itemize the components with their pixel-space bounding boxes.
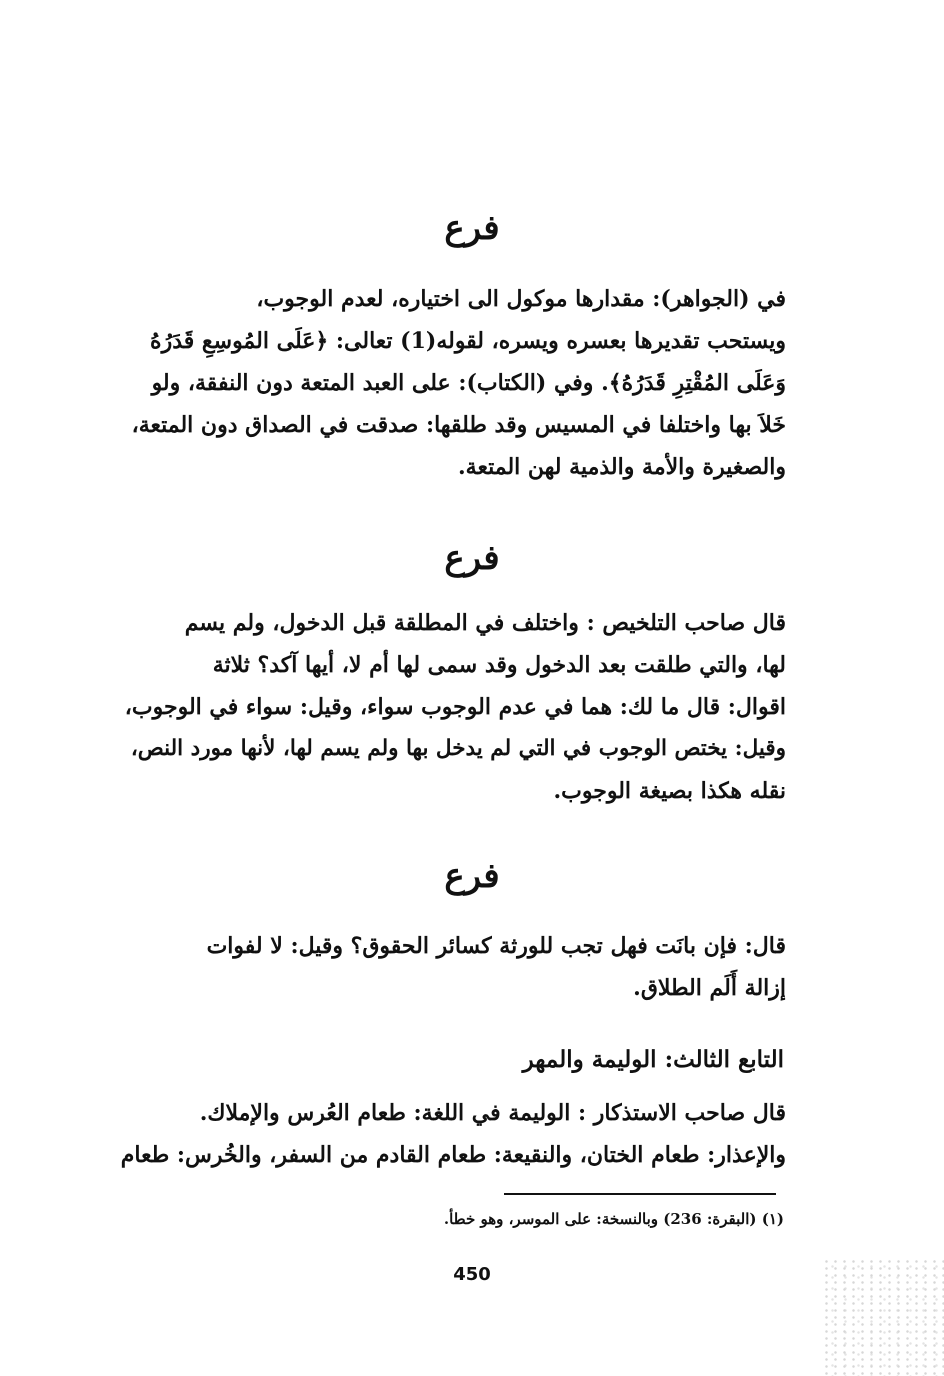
paragraph-line: اقوال: قال ما لك: هما في عدم الوجوب سواء، وقيل: سواء في الوجوب،	[124, 694, 786, 720]
section-heading-3: فرع	[444, 856, 500, 896]
paragraph-line: نقله هكذا بصيغة الوجوب.	[553, 778, 786, 804]
paragraph-line: قال: فإن بانَت فهل تجب للورثة كسائر الحقوق؟ وقيل: لا لفوات	[206, 933, 786, 959]
footnote-divider	[504, 1193, 776, 1195]
paragraph-line: قال صاحب التلخيص : واختلف في المطلقة قبل الدخول، ولم يسم	[184, 610, 786, 636]
subsection-title: التابع الثالث: الوليمة والمهر	[522, 1046, 784, 1073]
page-number: 450	[453, 1264, 491, 1285]
paragraph-line: خَلاَ بها واختلفا في المسيس وقد طلقها: صدقت في الصداق دون المتعة،	[131, 412, 786, 438]
paragraph-line: ويستحب تقديرها بعسره ويسره، لقوله(1) تعالى: ﴿عَلَى المُوسِعِ قَدَرُهُ	[150, 328, 786, 354]
paragraph-line: وقيل: يختص الوجوب في التي لم يدخل بها ولم يسم لها، لأنها مورد النص،	[130, 736, 786, 761]
section-heading-1: فرع	[444, 208, 500, 248]
section-paragraph-3	[118, 925, 786, 1009]
paragraph-line: لها، والتي طلقت بعد الدخول وقد سمى لها أم لا، أيها آكد؟ ثلاثة	[212, 652, 786, 678]
paragraph-line: والصغيرة والأمة والذمية لهن المتعة.	[458, 454, 786, 480]
section-paragraph-1	[118, 278, 786, 488]
paragraph-line: والإعذار: طعام الختان، والنقيعة: طعام القادم من السفر، والخُرس: طعام	[120, 1142, 786, 1168]
scan-noise	[822, 1258, 944, 1376]
footnote: (١) (البقرة: 236) وبالنسخة: على الموسر، وهو خطأ.	[443, 1210, 784, 1228]
subsection-paragraph	[118, 1092, 786, 1176]
paragraph-line: في (الجواهر): مقدارها موكول الى اختياره، لعدم الوجوب،	[256, 286, 786, 312]
paragraph-line: وَعَلَى المُقْتِرِ قَدَرُهُ﴾. وفي (الكتاب): على العبد المتعة دون النفقة، ولو	[151, 370, 786, 396]
section-paragraph-2	[118, 602, 786, 812]
section-heading-2: فرع	[444, 538, 500, 578]
paragraph-line: إزالة أَلَم الطلاق.	[633, 975, 786, 1001]
paragraph-line: قال صاحب الاستذكار : الوليمة في اللغة: طعام العُرس والإملاك.	[199, 1100, 786, 1126]
